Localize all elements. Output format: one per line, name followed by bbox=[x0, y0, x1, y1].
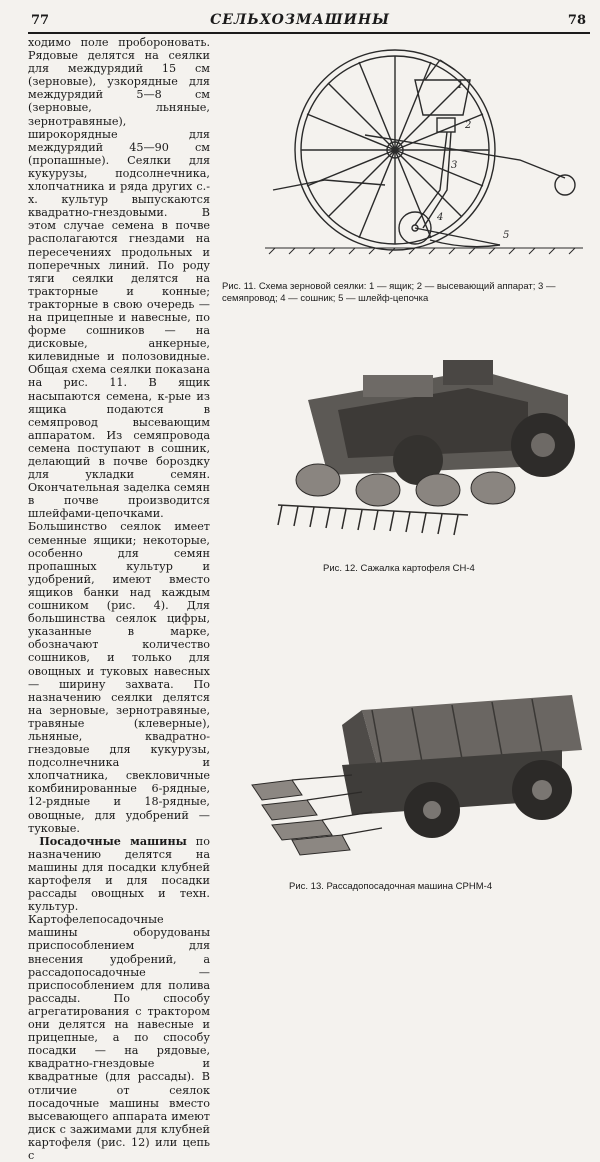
text-column bbox=[28, 36, 210, 1162]
page-number-right: 78 bbox=[567, 13, 586, 28]
paragraph-planters-text: по назначению делятся на машины для посадки клубней картофеля и для посадки рассады овощных и техн. культур. Картофелепосадочные машины оборудованы приспособлением для внесения удобрений, а рассадопосадочные — приспособлением для полива рассады. По способу агрегатирования с трактором они делятся на навесные и прицепные, а по способу посадки — на рядовые, квадратно-гнездовые и квадратные (для рассады). В отличие от сеялок посадочные машины вместо высевающего аппарата имеют диск с зажимами для клубней картофеля (рис. 12) или цепь с bbox=[28, 834, 210, 1162]
running-header: СЕЛЬХОЗМАШИНЫ bbox=[210, 12, 390, 28]
label-3: 3 bbox=[451, 160, 458, 171]
figure-12-potato-planter-photo bbox=[268, 340, 578, 540]
term-planting-machines: Посадочные машины bbox=[39, 833, 187, 848]
label-2: 2 bbox=[465, 120, 472, 131]
figure-11-seeder-diagram bbox=[265, 40, 585, 260]
figure-12-caption: Рис. 12. Сажалка картофеля СН-4 bbox=[323, 563, 475, 574]
label-4: 4 bbox=[437, 212, 444, 223]
header-rule bbox=[28, 32, 590, 34]
paragraph-seeders: ходимо поле пробороновать. Рядовые делятся на сеялки для междурядий 15 см (зерновые), узкорядные для междурядий 5—8 см (зерновые, льняные, зернотравяные), широкорядные для междурядий 45—90 см (пропашные). Сеялки для кукурузы, подсолнечника, хлопчатника и ряда других с.-х. культур выпускаются квадратно-гнездовыми. В этом случае семена в почве располагаются гнездами на пересечениях продольных и поперечных линий. По роду тяги сеялки делятся на тракторные и конные; тракторные в свою очередь — на прицепные и навесные, по форме сошников — на дисковые, анкерные, килевидные и полозовидные. Общая схема сеялки показана на рис. 11. В ящик насыпаются семена, к-рые из ящика подаются в семяпровод высевающим аппаратом. Из семяпровода семена поступают в сошник, делающий в почве бороздку для укладки семян. Окончательная заделка семян в почве производится шлейфами-цепочками. Большинство сеялок имеет семенные ящики; некоторые, особенно для семян пропашных культур и удобрений, имеют вместо ящиков банки над каждым сошником (рис. 4). Для большинства сеялок цифры, указанные в марке, обозначают количество сошников, и только для овощных и туковых навесных — ширину захвата. По назначению сеялки делятся на зерновые, зернотравяные, травяные (клеверные), льняные, квадратно-гнездовые для кукурузы, подсолнечника и хлопчатника, свекловичные комбинированные 6-рядные, 12-рядные и 18-рядные, овощные, для удобрений — туковые. bbox=[28, 36, 210, 835]
figure-13-caption: Рис. 13. Рассадопосадочная машина СРНМ-4 bbox=[289, 881, 493, 892]
paragraph-planters bbox=[28, 835, 210, 1162]
page-number-left: 77 bbox=[31, 13, 50, 28]
figure-11-caption: Рис. 11. Схема зерновой сеялки: 1 — ящик; 2 — высевающий аппарат; 3 — семяпровод; 4 — сошник; 5 — шлейф-цепочка bbox=[222, 281, 556, 304]
label-1: 1 bbox=[457, 80, 464, 91]
figure-13-transplanter-photo bbox=[232, 680, 590, 860]
label-5: 5 bbox=[503, 230, 510, 241]
